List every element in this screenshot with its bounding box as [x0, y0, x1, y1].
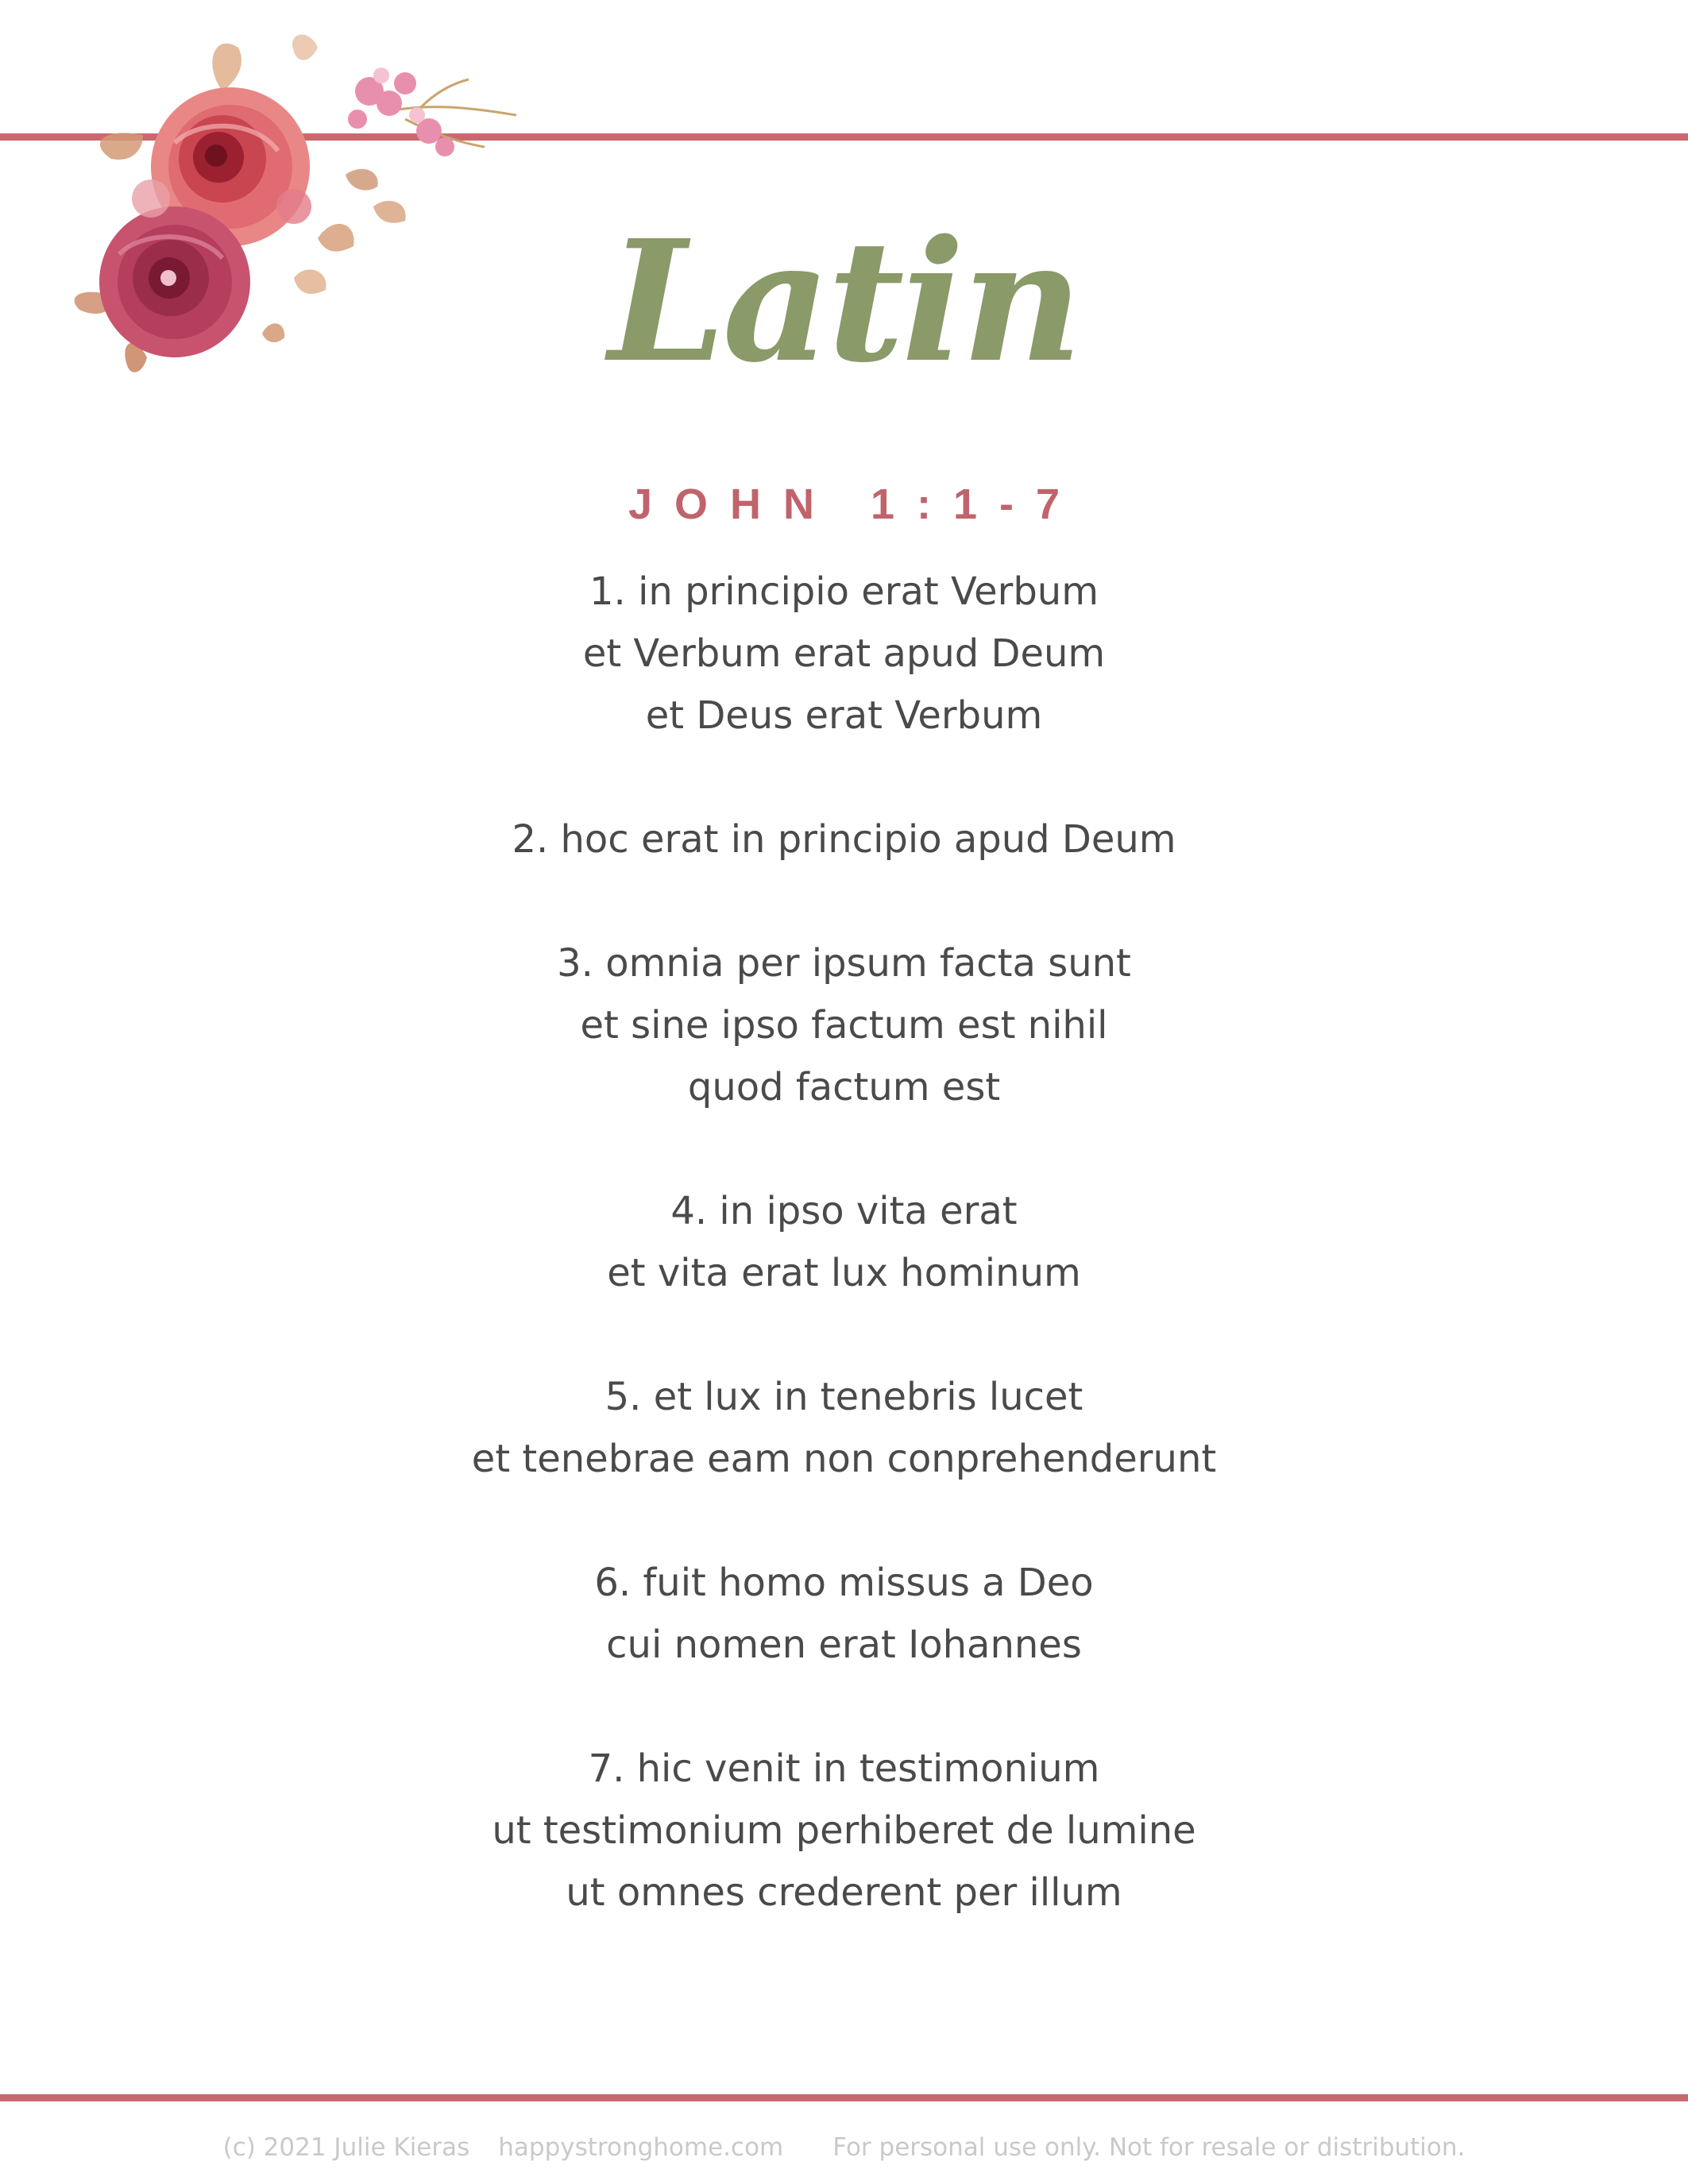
verse-line: et Deus erat Verbum [645, 693, 1043, 738]
verse-line: ut testimonium perhiberet de lumine [492, 1808, 1196, 1853]
verse-line: et sine ipso factum est nihil [580, 1003, 1108, 1048]
verse-line: cui nomen erat Iohannes [606, 1623, 1082, 1667]
verse-line: ut omnes crederent per illum [566, 1870, 1122, 1915]
footer-copyright: (c) 2021 Julie Kieras [222, 2133, 470, 2162]
verse-line: et tenebrae eam non conprehenderunt [471, 1437, 1217, 1481]
verse-line: 7. hic venit in testimonium [588, 1746, 1100, 1791]
verse-line: quod factum est [687, 1065, 1001, 1109]
verse-3 [0, 932, 1688, 1118]
verse-line: 5. et lux in tenebris lucet [605, 1375, 1083, 1419]
page-footer [0, 2128, 1688, 2167]
verse-5 [0, 1366, 1688, 1490]
scripture-reference: JOHN 1:1-7 [628, 480, 1083, 528]
verse-7 [0, 1738, 1688, 1924]
footer-website: happystronghome.com [498, 2133, 784, 2162]
verse-line: 6. fuit homo missus a Deo [594, 1561, 1094, 1605]
bottom-divider [0, 2094, 1688, 2101]
verse-1 [0, 561, 1688, 747]
verse-line: 1. in principio erat Verbum [589, 569, 1099, 614]
verse-4 [0, 1180, 1688, 1304]
verse-line: et vita erat lux hominum [607, 1251, 1081, 1295]
verse-6 [0, 1552, 1688, 1676]
verse-line: 3. omnia per ipsum facta sunt [557, 941, 1131, 986]
verse-line: 4. in ipso vita erat [670, 1189, 1018, 1233]
verse-2 [0, 808, 1688, 870]
verse-list [0, 561, 1688, 1985]
verse-line: et Verbum erat apud Deum [582, 631, 1106, 676]
verse-line: 2. hoc erat in principio apud Deum [512, 817, 1176, 862]
page-title: Latin [608, 203, 1080, 399]
footer-notice: For personal use only. Not for resale or distribution. [832, 2133, 1466, 2162]
